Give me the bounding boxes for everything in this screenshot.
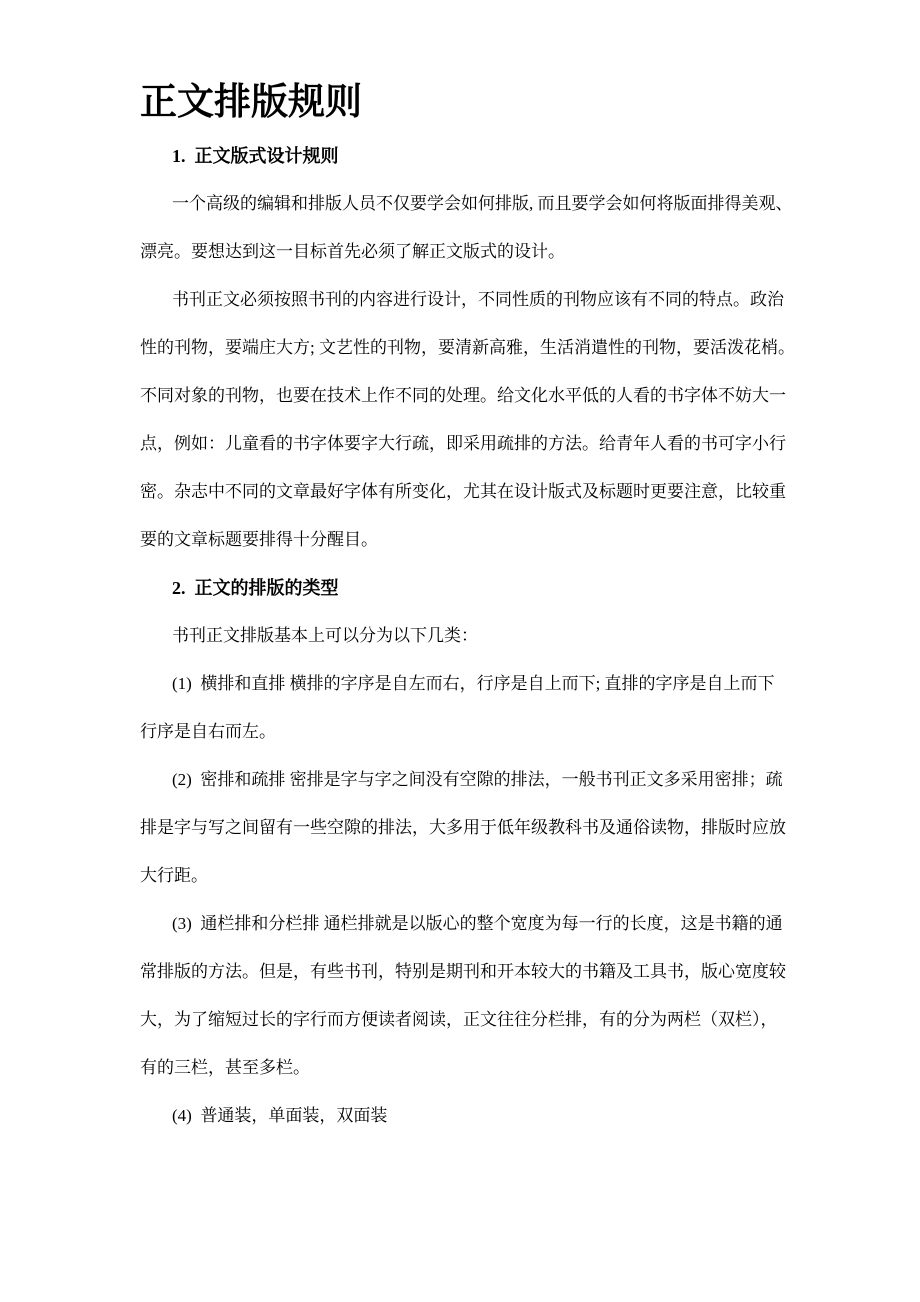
paragraph-line: 要的文章标题要排得十分醒目。 <box>140 530 378 549</box>
paragraph-line: 性的刊物，要端庄大方; 文艺性的刊物，要清新高雅，生活消遣性的刊物，要活泼花梢。 <box>140 338 795 357</box>
paragraph-line: 有的三栏，甚至多栏。 <box>140 1058 310 1077</box>
paragraph-line: (2) 密排和疏排 密排是字与字之间没有空隙的排法，一般书刊正文多采用密排；疏 <box>172 770 783 789</box>
paragraph-line: 常排版的方法。但是，有些书刊，特别是期刊和开本较大的书籍及工具书，版心宽度较 <box>140 962 786 981</box>
paragraph-line: (3) 通栏排和分栏排 通栏排就是以版心的整个宽度为每一行的长度，这是书籍的通 <box>172 914 783 933</box>
paragraph-line: 漂亮。要想达到这一目标首先必须了解正文版式的设计。 <box>140 242 565 261</box>
paragraph-line: 点，例如：儿童看的书字体要字大行疏，即采用疏排的方法。给青年人看的书可字小行 <box>140 434 786 453</box>
paragraph-line: 不同对象的刊物，也要在技术上作不同的处理。给文化水平低的人看的书字体不妨大一 <box>140 386 786 405</box>
paragraph-line: (4) 普通装，单面装，双面装 <box>172 1106 388 1125</box>
paragraph-line: (1) 横排和直排 横排的字序是自左而右，行序是自上而下; 直排的字序是自上而下 <box>172 674 775 693</box>
paragraph-line: 排是字与写之间留有一些空隙的排法，大多用于低年级教科书及通俗读物，排版时应放 <box>140 818 786 837</box>
document-body <box>140 132 920 1140</box>
paragraph-line: 一个高级的编辑和排版人员不仅要学会如何排版, 而且要学会如何将版面排得美观、 <box>172 194 793 213</box>
paragraph-line: 书刊正文必须按照书刊的内容进行设计，不同性质的刊物应该有不同的特点。政治 <box>172 290 784 309</box>
section-heading: 2. 正文的排版的类型 <box>172 578 339 598</box>
paragraph-line: 大行距。 <box>140 866 208 885</box>
paragraph-line: 大，为了缩短过长的字行而方便读者阅读，正文往往分栏排，有的分为两栏（双栏）， <box>140 1010 778 1029</box>
paragraph-line: 行序是自右而左。 <box>140 722 276 741</box>
document-title: 正文排版规则 <box>140 82 362 123</box>
paragraph-line: 密。杂志中不同的文章最好字体有所变化，尤其在设计版式及标题时更要注意，比较重 <box>140 482 786 501</box>
section-heading: 1. 正文版式设计规则 <box>172 146 339 166</box>
paragraph-line: 书刊正文排版基本上可以分为以下几类： <box>172 626 478 645</box>
